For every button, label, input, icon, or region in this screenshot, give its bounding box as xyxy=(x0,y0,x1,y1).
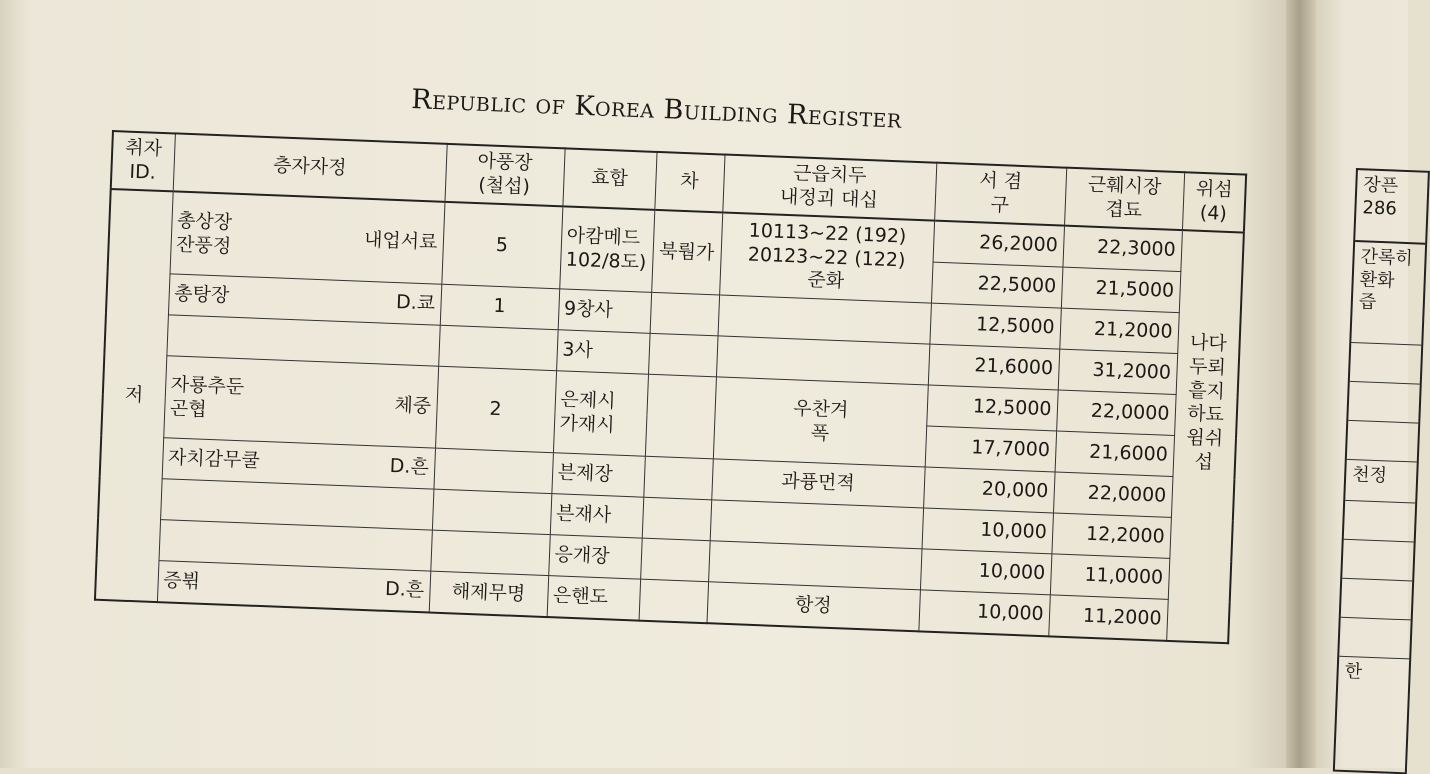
use-cell: 은핸도 xyxy=(547,576,641,621)
facing-page xyxy=(1316,0,1414,768)
area-cell xyxy=(430,530,549,575)
name-right: 내업서료 xyxy=(363,228,438,254)
use-cell: 3사 xyxy=(556,330,650,375)
price-2-cell: 22,0000 xyxy=(1056,390,1175,435)
floor-cell xyxy=(640,538,710,582)
price-1-cell: 10,000 xyxy=(922,508,1053,554)
price-1-cell: 12,5000 xyxy=(929,303,1060,349)
remarks-cell: 나다 두뢰 흩지 하됴 윔쉬 섭 xyxy=(1166,230,1244,643)
facing-page-table xyxy=(1333,168,1430,774)
name-pair xyxy=(166,499,427,509)
facing-header: 장픈 286 xyxy=(1362,174,1399,220)
header-price-1: 서 겸 구 xyxy=(934,163,1066,226)
name-cell xyxy=(170,191,445,284)
register-table xyxy=(94,130,1247,644)
floor-cell xyxy=(645,374,716,459)
floor-cell xyxy=(648,333,718,377)
header-floor: 차 xyxy=(654,152,724,213)
price-2-cell: 21,6000 xyxy=(1055,431,1174,476)
floor-cell xyxy=(639,579,709,623)
name-pair xyxy=(174,283,436,317)
price-1-cell: 26,2000 xyxy=(933,221,1064,267)
name-right: D.쿄 xyxy=(395,291,436,315)
area-cell xyxy=(433,448,552,493)
page-title: Republic of Korea Building Register xyxy=(410,84,903,135)
price-1-cell: 12,5000 xyxy=(926,385,1057,431)
name-right: D.흔 xyxy=(384,577,425,602)
price-2-cell: 31,2000 xyxy=(1058,349,1177,394)
area-cell: 2 xyxy=(435,366,556,452)
price-1-cell: 10,000 xyxy=(918,590,1049,636)
price-1-cell: 20,000 xyxy=(923,467,1054,513)
name-pair xyxy=(167,447,429,481)
name-left: 자치감무쿨 xyxy=(167,446,261,473)
use-cell: 븐재사 xyxy=(550,494,644,539)
floor-cell xyxy=(642,497,712,541)
facing-cell-1: 간록히 환화 즙 xyxy=(1351,240,1425,345)
name-left: 자룡추둔 곤협 xyxy=(169,373,245,421)
price-1-cell: 10,000 xyxy=(920,549,1051,595)
use-cell: 븐제장 xyxy=(551,453,645,498)
name-left: 총탕장 xyxy=(173,282,230,307)
price-2-cell: 12,2000 xyxy=(1051,513,1170,558)
price-2-cell: 21,5000 xyxy=(1061,267,1180,312)
book-spine xyxy=(1286,0,1316,768)
area-cell: 5 xyxy=(441,202,562,289)
name-pair xyxy=(165,540,426,550)
use-cell: 아캄메드 102/8도) xyxy=(559,206,654,292)
header-name: 층자자정 xyxy=(173,133,447,201)
price-1-cell: 22,5000 xyxy=(931,262,1062,308)
side-label: 저 xyxy=(95,189,173,602)
notes-cell: 항정 xyxy=(707,582,920,632)
name-left: 총상장 잔풍정 xyxy=(175,209,233,258)
header-id: 취자 ID. xyxy=(111,131,175,191)
use-cell: 응개장 xyxy=(548,535,642,580)
price-1-cell: 21,6000 xyxy=(928,344,1059,390)
building-register xyxy=(94,130,1247,644)
name-pair xyxy=(173,335,434,345)
price-2-cell: 21,2000 xyxy=(1059,308,1178,353)
price-2-cell: 22,0000 xyxy=(1053,472,1172,517)
floor-cell xyxy=(643,456,713,500)
area-cell xyxy=(438,325,557,370)
notes-cell: 과퓽먼젹 xyxy=(711,459,924,508)
notes-cell: 우찬겨 폭 xyxy=(713,377,928,467)
use-cell: 9창사 xyxy=(558,289,652,334)
name-right: D.흔 xyxy=(389,455,430,479)
price-2-cell: 11,0000 xyxy=(1050,554,1169,599)
name-pair xyxy=(169,373,432,430)
header-price-2: 근훼시장 겹됴 xyxy=(1064,168,1184,230)
area-cell: 해제무명 xyxy=(429,571,549,617)
name-left: 증뷖 xyxy=(162,569,201,593)
header-remarks: 위섬 (4) xyxy=(1182,172,1246,232)
facing-cell-3: 한 xyxy=(1337,656,1409,708)
floor-cell: 북뤔가 xyxy=(651,210,722,295)
name-pair xyxy=(163,569,425,603)
price-2-cell: 11,2000 xyxy=(1048,595,1168,641)
name-pair xyxy=(176,209,439,266)
name-cell xyxy=(163,356,438,448)
header-notes: 근읍치두 내정괴 대십 xyxy=(722,155,936,221)
header-area: 아풍장 (철섭) xyxy=(444,144,564,206)
notes-cell: 10113~22 (192) 20123~22 (122) 준화 xyxy=(719,212,934,303)
price-2-cell: 22,3000 xyxy=(1062,226,1182,272)
area-cell: 1 xyxy=(440,284,559,329)
name-right: 체중 xyxy=(394,393,432,418)
area-cell xyxy=(432,489,551,534)
header-use: 효합 xyxy=(562,148,656,209)
use-cell: 은제시 가재시 xyxy=(553,371,648,456)
price-1-cell: 17,7000 xyxy=(925,426,1056,472)
floor-cell xyxy=(650,292,720,336)
facing-cell-2: 천정 xyxy=(1345,459,1417,503)
